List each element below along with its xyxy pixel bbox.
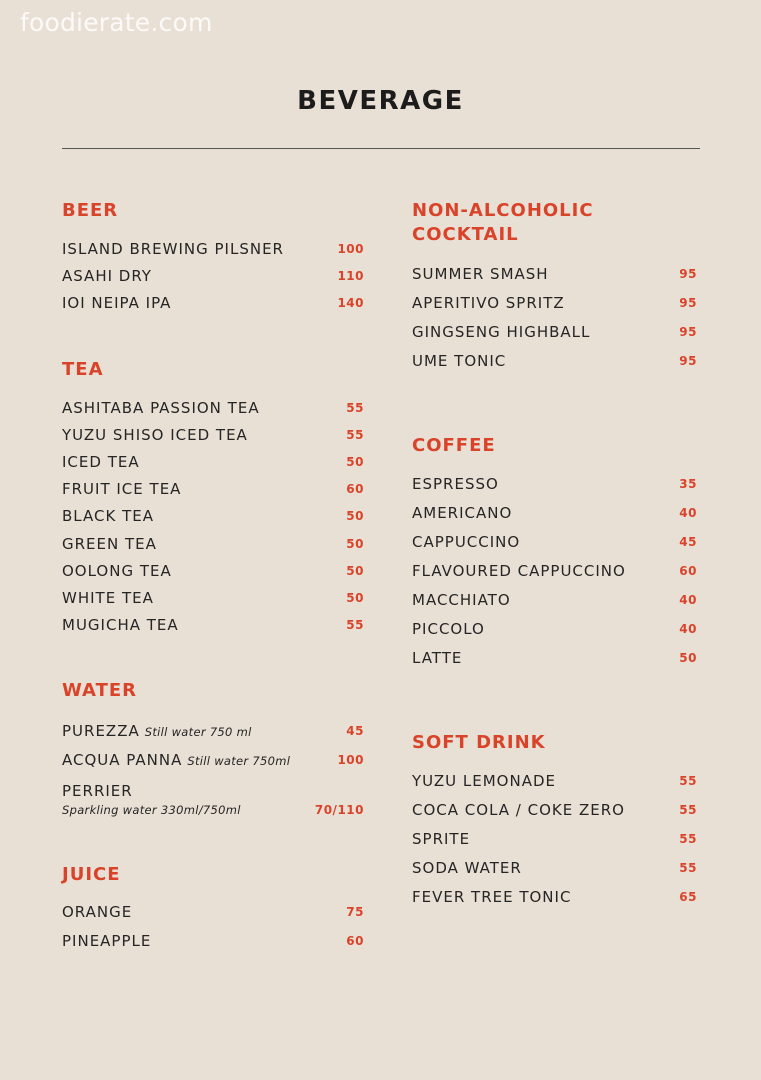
menu-item <box>62 612 364 639</box>
item-price: 100 <box>337 241 364 256</box>
section-non-alcoholic-cocktail <box>412 199 697 375</box>
item-price: 65 <box>679 889 697 904</box>
menu-item <box>62 421 364 448</box>
item-name: ACQUA PANNA <box>62 751 183 769</box>
item-price: 45 <box>346 724 364 738</box>
item-price: 95 <box>679 324 697 339</box>
menu-item <box>62 530 364 557</box>
menu-item <box>412 527 697 556</box>
item-price: 50 <box>346 454 364 469</box>
menu-item <box>412 853 697 882</box>
menu-item <box>412 317 697 346</box>
item-name: IOI NEIPA IPA <box>62 293 172 312</box>
menu-item <box>62 897 364 926</box>
item-price: 40 <box>679 505 697 520</box>
menu-item <box>62 394 364 421</box>
item-price: 55 <box>346 400 364 415</box>
item-price: 70/110 <box>314 803 364 817</box>
menu-item <box>412 643 697 672</box>
item-name: FLAVOURED CAPPUCCINO <box>412 561 626 580</box>
item-name: ICED TEA <box>62 452 140 471</box>
item-price: 50 <box>346 536 364 551</box>
item-price: 50 <box>346 563 364 578</box>
item-name: MUGICHA TEA <box>62 616 179 635</box>
menu-item <box>62 584 364 611</box>
section-coffee <box>412 434 697 672</box>
item-name: SPRITE <box>412 829 471 848</box>
menu-item <box>62 926 364 955</box>
section-tea <box>62 358 364 639</box>
item-price: 55 <box>679 802 697 817</box>
item-name: FEVER TREE TONIC <box>412 887 572 906</box>
menu-item <box>412 585 697 614</box>
item-name-group <box>62 782 241 817</box>
item-price: 50 <box>679 650 697 665</box>
menu-item <box>412 824 697 853</box>
item-name: MACCHIATO <box>412 590 511 609</box>
item-name: ORANGE <box>62 902 133 921</box>
item-note: Still water 750ml <box>187 754 291 768</box>
item-price: 95 <box>679 353 697 368</box>
item-name: SUMMER SMASH <box>412 264 549 283</box>
item-name: YUZU LEMONADE <box>412 771 556 790</box>
item-name: PINEAPPLE <box>62 931 152 950</box>
item-price: 55 <box>346 427 364 442</box>
page-title: BEVERAGE <box>297 86 464 116</box>
item-name: APERITIVO SPRITZ <box>412 293 565 312</box>
section-title: TEA <box>62 359 104 380</box>
item-name: WHITE TEA <box>62 588 154 607</box>
item-name: PICCOLO <box>412 619 485 638</box>
item-name: ASHITABA PASSION TEA <box>62 398 260 417</box>
item-price: 55 <box>679 831 697 846</box>
item-list <box>62 235 364 316</box>
item-name: PERRIER <box>62 782 133 800</box>
item-name-group <box>62 751 290 769</box>
item-price: 140 <box>337 295 364 310</box>
section-title: WATER <box>62 680 138 701</box>
item-name: BLACK TEA <box>62 507 154 526</box>
menu-item <box>62 717 364 745</box>
item-list <box>62 897 364 955</box>
menu-item <box>62 235 364 262</box>
section-title: JUICE <box>62 864 121 885</box>
item-name: GREEN TEA <box>62 534 157 553</box>
item-name: ASAHI DRY <box>62 266 152 285</box>
title-divider <box>62 148 700 149</box>
watermark: foodierate.com <box>20 8 213 37</box>
item-name: GINGSENG HIGHBALL <box>412 322 591 341</box>
item-name: AMERICANO <box>412 503 513 522</box>
item-name: UME TONIC <box>412 351 507 370</box>
item-price: 95 <box>679 266 697 281</box>
menu-item <box>62 557 364 584</box>
menu-item <box>412 766 697 795</box>
menu-item <box>62 503 364 530</box>
menu-item <box>62 262 364 289</box>
section-beer <box>62 199 364 316</box>
item-name: ESPRESSO <box>412 474 499 493</box>
item-list <box>412 259 697 375</box>
item-list <box>62 717 364 821</box>
menu-item <box>62 775 364 821</box>
section-title-line2: COCKTAIL <box>412 224 519 245</box>
item-price: 75 <box>346 904 364 919</box>
section-water <box>62 679 364 821</box>
item-price: 50 <box>346 509 364 524</box>
item-price: 40 <box>679 592 697 607</box>
item-list <box>62 394 364 639</box>
item-price: 55 <box>679 860 697 875</box>
section-title-line1: NON-ALCOHOLIC <box>412 200 594 221</box>
item-name: YUZU SHISO ICED TEA <box>62 425 248 444</box>
item-note: Still water 750 ml <box>144 725 252 739</box>
menu-item <box>412 498 697 527</box>
item-price: 100 <box>337 753 364 767</box>
section-juice <box>62 863 364 955</box>
menu-item <box>412 556 697 585</box>
item-name: COCA COLA / COKE ZERO <box>412 800 625 819</box>
item-price: 45 <box>679 534 697 549</box>
item-name: PUREZZA <box>62 722 140 740</box>
section-soft-drink <box>412 731 697 911</box>
menu-item <box>62 448 364 475</box>
item-list <box>412 469 697 672</box>
item-name: FRUIT ICE TEA <box>62 480 182 499</box>
item-price: 110 <box>337 268 364 283</box>
item-price: 35 <box>679 476 697 491</box>
menu-item <box>412 882 697 911</box>
item-name: OOLONG TEA <box>62 561 172 580</box>
item-name: SODA WATER <box>412 858 522 877</box>
menu-item <box>412 614 697 643</box>
section-title: SOFT DRINK <box>412 732 546 753</box>
item-list <box>412 766 697 911</box>
item-name: LATTE <box>412 648 463 667</box>
item-price: 95 <box>679 295 697 310</box>
menu-item <box>412 288 697 317</box>
menu-item <box>412 259 697 288</box>
menu-item <box>412 795 697 824</box>
menu-item <box>62 289 364 316</box>
menu-item <box>412 469 697 498</box>
item-name: CAPPUCCINO <box>412 532 521 551</box>
item-name-group <box>62 722 252 740</box>
menu-item <box>62 745 364 775</box>
item-name: ISLAND BREWING PILSNER <box>62 239 284 258</box>
menu-item <box>412 346 697 375</box>
item-price: 50 <box>346 590 364 605</box>
item-price: 55 <box>346 618 364 633</box>
item-price: 55 <box>679 773 697 788</box>
item-price: 60 <box>346 933 364 948</box>
menu-item <box>62 476 364 503</box>
item-price: 60 <box>346 482 364 497</box>
section-title: BEER <box>62 200 119 221</box>
section-title: COFFEE <box>412 435 496 456</box>
item-note: Sparkling water 330ml/750ml <box>62 803 241 817</box>
item-price: 40 <box>679 621 697 636</box>
item-price: 60 <box>679 563 697 578</box>
